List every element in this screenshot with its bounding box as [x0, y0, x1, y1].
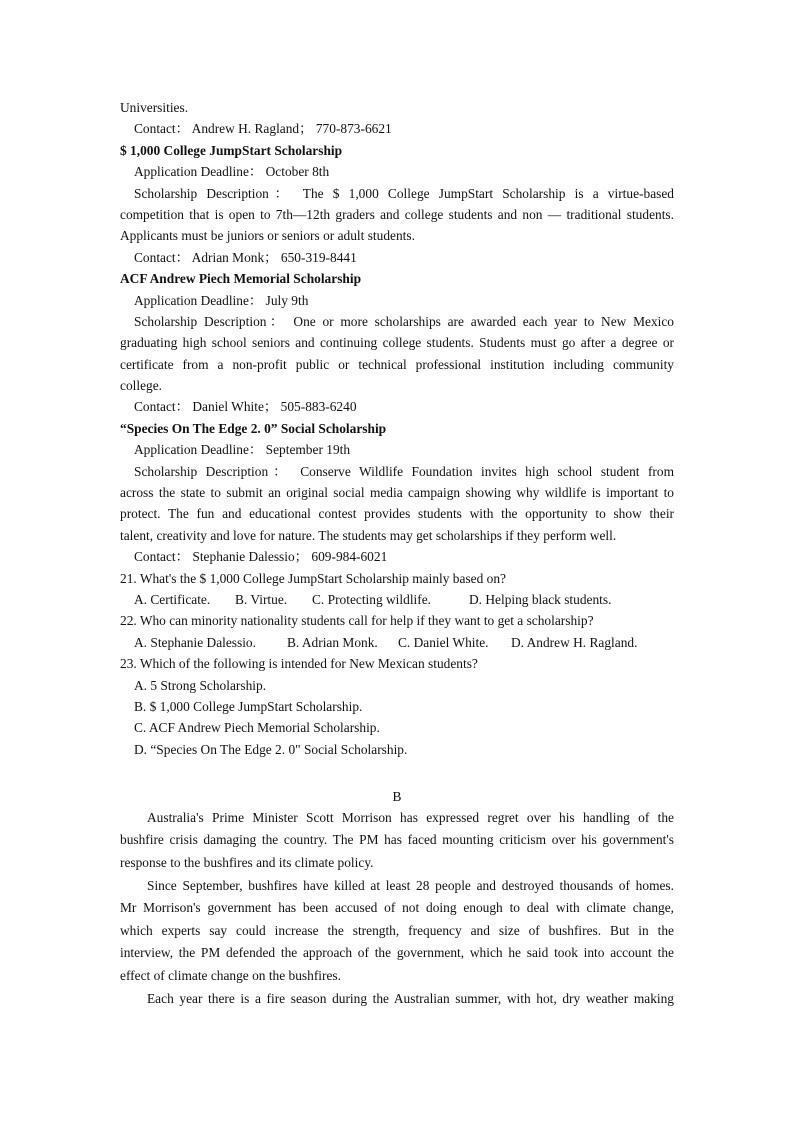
description-line: Scholarship Description： Conserve Wildlife Foundation invites high school student from: [134, 463, 674, 479]
intro-tail: Universities.: [120, 100, 189, 115]
question-21-options: [120, 589, 674, 610]
question-22-options: [120, 632, 674, 653]
option-b: B. $ 1,000 College JumpStart Scholarship.: [134, 698, 363, 714]
option-c: C. Daniel White.: [398, 634, 489, 650]
description-line: across the state to submit an original social media campaign showing why wildlife is important to: [120, 485, 674, 501]
paragraph-line: effect of climate change on the bushfires.: [120, 968, 341, 984]
paragraph-line: Mr Morrison's government has been accused of not doing enough to deal with climate change,: [120, 900, 674, 916]
scholarship-title: ACF Andrew Piech Memorial Scholarship: [120, 271, 362, 287]
description-line: graduating high school seniors and continuing college students. Students must go after a degree or: [120, 335, 674, 351]
option-b: B. Virtue.: [235, 591, 288, 607]
paragraph-line: which experts say could increase the strength, frequency and size of bushfires. But in the: [120, 922, 674, 938]
option-a: A. 5 Strong Scholarship.: [134, 677, 267, 693]
scholarship-title: “Species On The Edge 2. 0” Social Scholarship: [120, 420, 387, 436]
contact-line: Contact： Daniel White； 505-883-6240: [134, 399, 357, 415]
option-d: D. “Species On The Edge 2. 0" Social Scholarship.: [134, 741, 408, 757]
description-line: Applicants must be juniors or seniors or adult students.: [120, 228, 415, 244]
description-line: Scholarship Description： The $ 1,000 College JumpStart Scholarship is a virtue-based: [134, 185, 674, 201]
paragraph-line: interview, the PM defended the approach of the government, which he said took into account the: [120, 945, 674, 961]
deadline-line: Application Deadline： September 19th: [134, 442, 351, 458]
paragraph-line: response to the bushfires and its climate policy.: [120, 855, 374, 871]
question-21: 21. What's the $ 1,000 College JumpStart Scholarship mainly based on?: [120, 570, 506, 586]
question-22: 22. Who can minority nationality students call for help if they want to get a scholarship?: [120, 613, 594, 629]
paragraph-line: Since September, bushfires have killed at least 28 people and destroyed thousands of homes.: [147, 877, 674, 893]
option-d: D. Andrew H. Ragland.: [511, 634, 638, 650]
deadline-line: Application Deadline： July 9th: [134, 292, 309, 308]
contact-line: Contact： Andrew H. Ragland； 770-873-6621: [134, 121, 392, 137]
description-line: talent, creativity and love for nature. The students may get scholarships if they perform well.: [120, 527, 617, 543]
option-d: D. Helping black students.: [469, 591, 612, 607]
option-a: A. Stephanie Dalessio.: [134, 634, 256, 650]
description-line: certificate from a non-profit public or technical professional institution including community: [120, 356, 674, 372]
description-line: Scholarship Description： One or more scholarships are awarded each year to New Mexico: [134, 313, 674, 329]
option-b: B. Adrian Monk.: [287, 634, 378, 650]
scholarship-title: $ 1,000 College JumpStart Scholarship: [120, 142, 343, 158]
option-c: C. Protecting wildlife.: [312, 591, 432, 607]
paragraph-line: Each year there is a fire season during the Australian summer, with hot, dry weather making: [147, 990, 674, 1006]
option-c: C. ACF Andrew Piech Memorial Scholarship.: [134, 720, 380, 736]
paragraph-line: Australia's Prime Minister Scott Morrison has expressed regret over his handling of the: [147, 809, 674, 825]
description-line: competition that is open to 7th—12th graders and college students and non — traditional students.: [120, 206, 674, 222]
contact-line: Contact： Adrian Monk； 650-319-8441: [134, 249, 357, 265]
passage-b: [120, 807, 674, 1010]
spacer: [120, 760, 674, 781]
description-line: college.: [120, 378, 163, 394]
document-page: [120, 97, 674, 1010]
contact-line: Contact： Stephanie Dalessio； 609-984-6021: [134, 549, 388, 565]
deadline-line: Application Deadline： October 8th: [134, 164, 330, 180]
description-line: protect. The fun and educational contest provides students with the opportunity to show their: [120, 506, 674, 522]
option-a: A. Certificate.: [134, 591, 211, 607]
paragraph-line: bushfire crisis damaging the country. The PM has faced mounting criticism over his government's: [120, 832, 674, 848]
question-23: 23. Which of the following is intended for New Mexican students?: [120, 656, 478, 672]
section-heading: B: [392, 788, 402, 804]
